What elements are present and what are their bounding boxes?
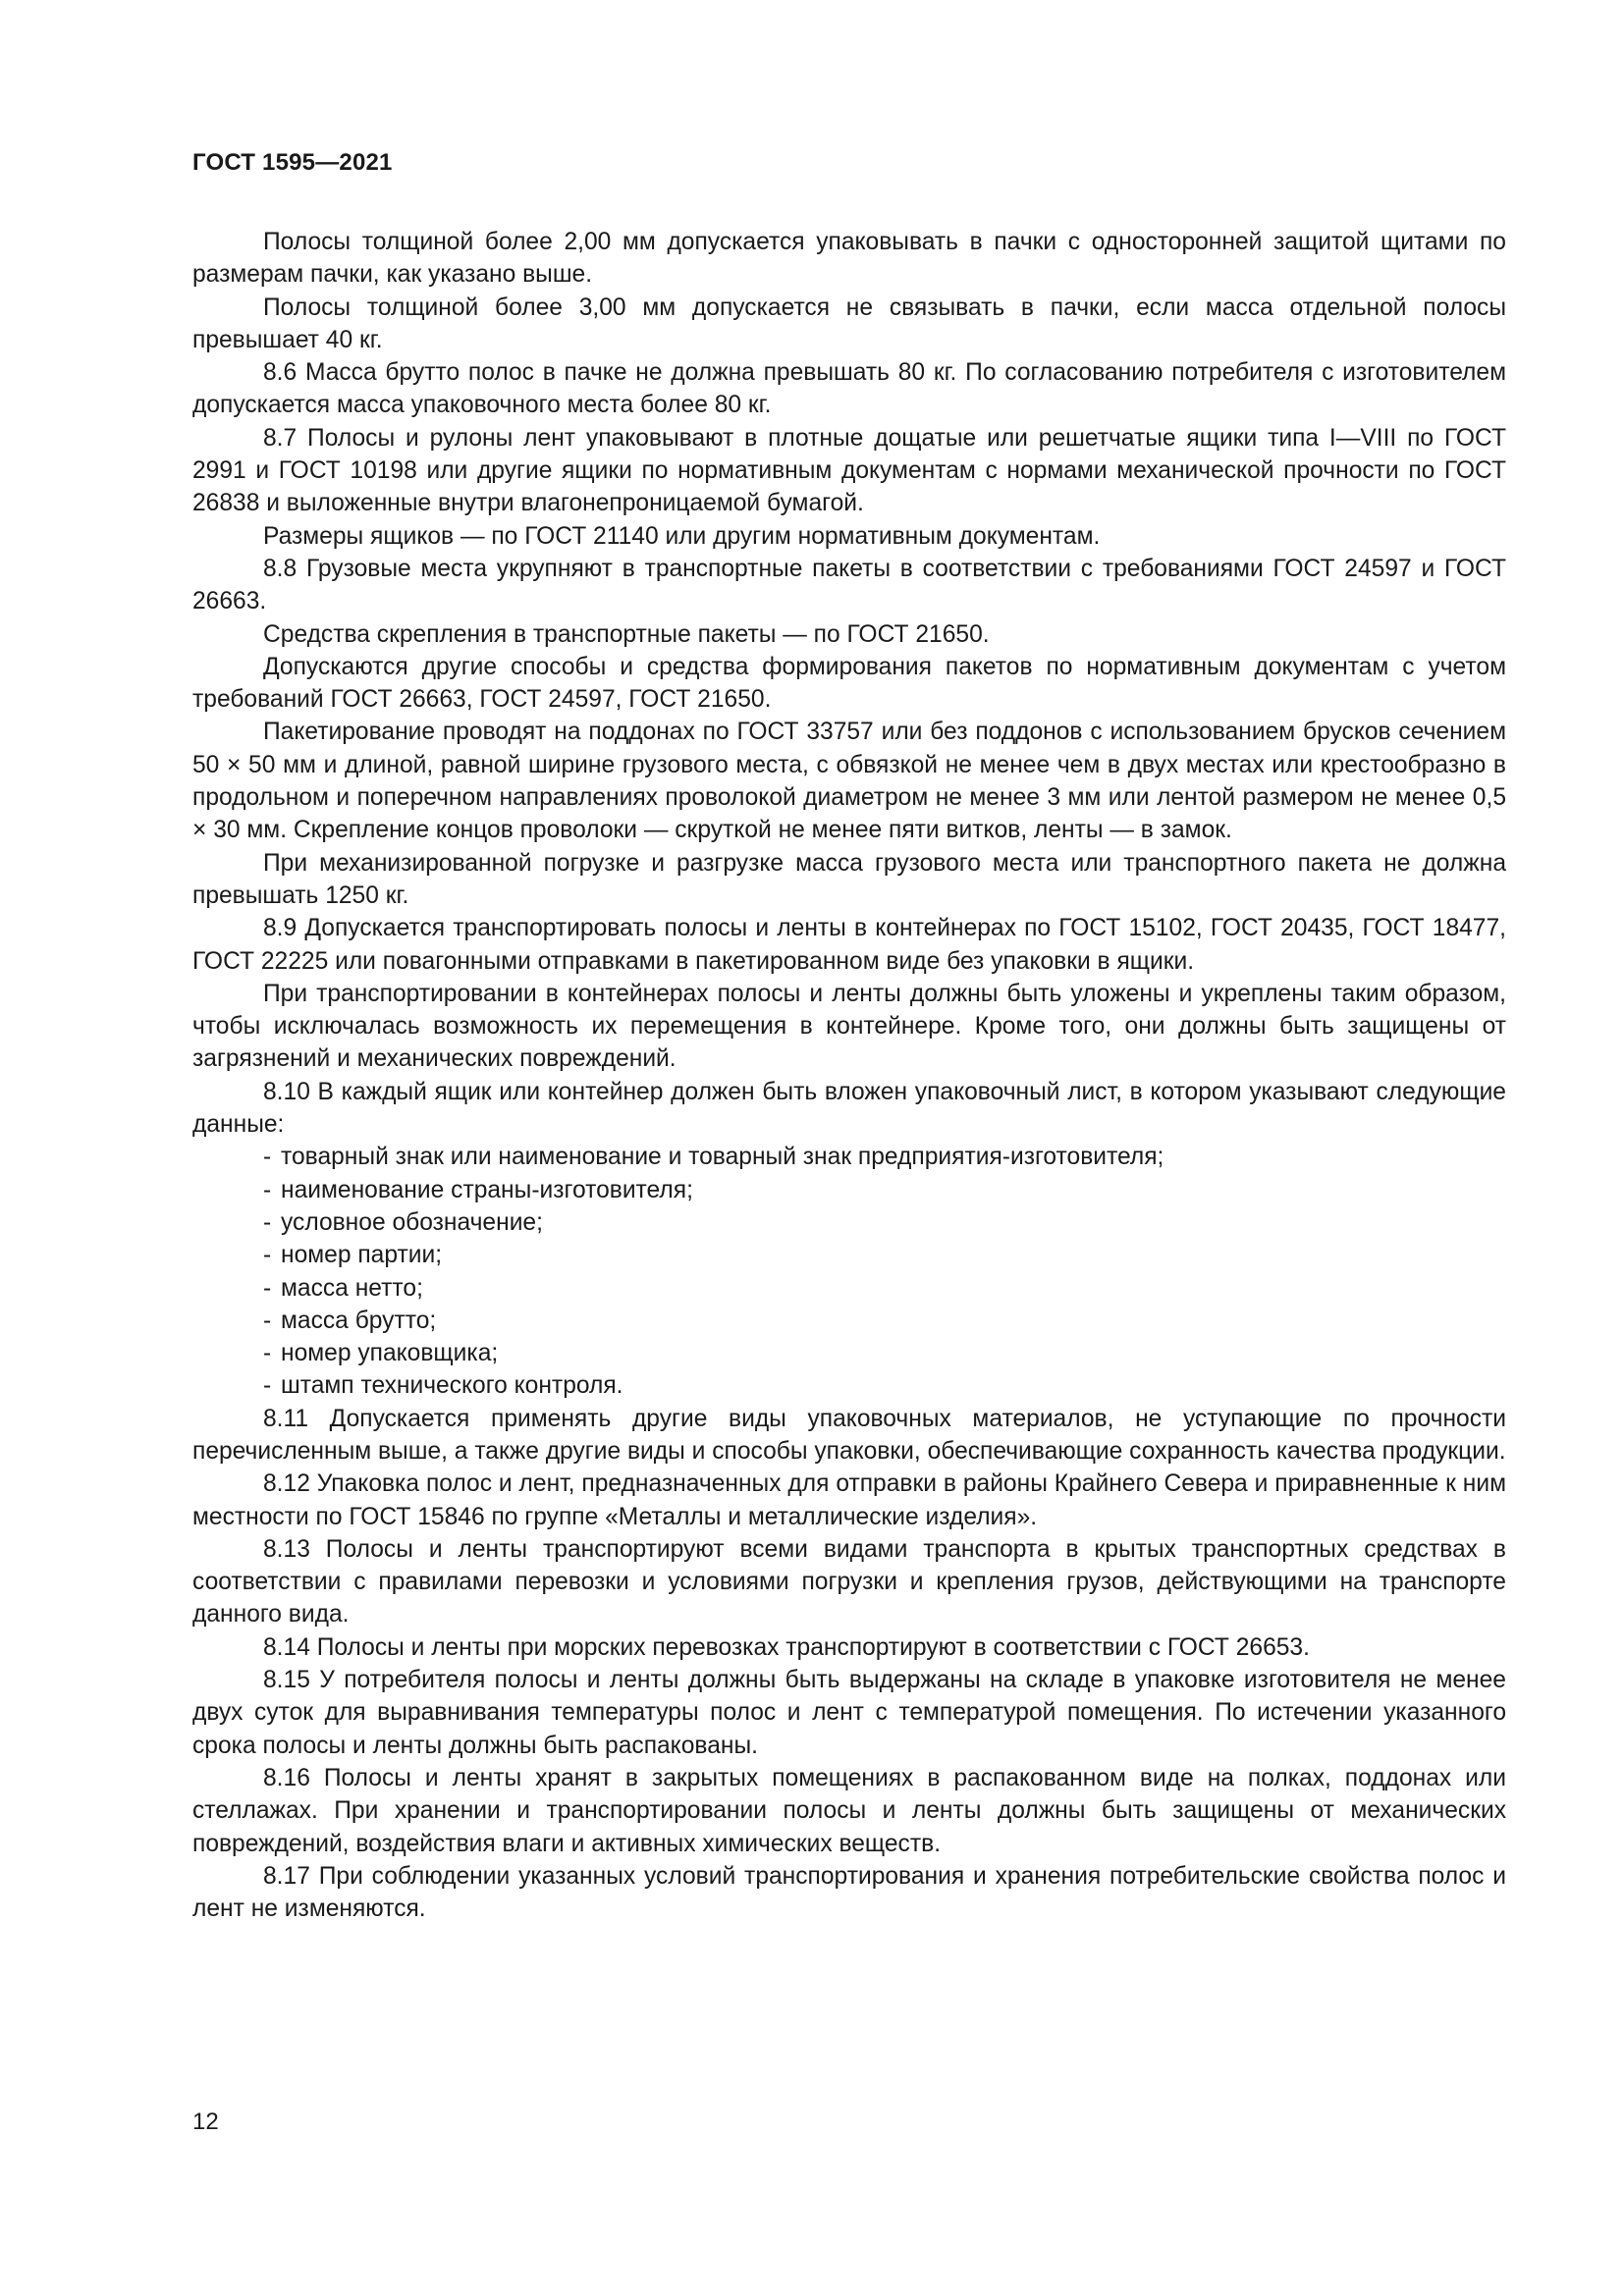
list-item [192,1369,1506,1402]
list-marker: - [263,1340,272,1367]
paragraph: При транспортировании в контейнерах полосы и ленты должны быть уложены и укреплены таким образом, чтобы исключалась возможность их перемещения в контейнере. Кроме того, они должны быть защищены от загрязнений и механических повреждений. [192,980,1506,1073]
paragraph-8-8: 8.8 Грузовые места укрупняют в транспортные пакеты в соответствии с требованиями ГОСТ 24597 и ГОСТ 26663. [192,555,1506,615]
paragraph: Размеры ящиков — по ГОСТ 21140 или другим нормативным документам. [263,522,1101,550]
list-item-text: масса брутто; [281,1307,437,1334]
packing-list-items [192,1141,1506,1402]
list-marker: - [263,1307,272,1334]
paragraph: Полосы толщиной более 2,00 мм допускается упаковывать в пачки с односторонней защитой щитами по размерам пачки, как указано выше. [192,229,1506,289]
list-item-text: номер упаковщика; [281,1340,499,1367]
list-item-text: номер партии; [281,1242,443,1269]
paragraph-8-12: 8.12 Упаковка полос и лент, предназначенных для отправки в районы Крайнего Севера и приравненные к ним местности по ГОСТ 15846 по группе «Металлы и металлические изделия». [192,1470,1506,1530]
paragraph-8-7: 8.7 Полосы и рулоны лент упаковывают в плотные дощатые или решетчатые ящики типа I—VIII по ГОСТ 2991 и ГОСТ 10198 или другие ящики по нормативным документам с нормами механической прочности по ГОСТ 26838 и выложенные внутри влагонепроницаемой бумагой. [192,424,1506,517]
paragraph-8-15: 8.15 У потребителя полосы и ленты должны быть выдержаны на складе в упаковке изготовителя не менее двух суток для выравнивания температуры полос и лент с температурой помещения. По истечении указанного срока полосы и ленты должны быть распакованы. [192,1667,1506,1759]
list-marker: - [263,1242,272,1269]
paragraph: Полосы толщиной более 3,00 мм допускается не связывать в пачки, если масса отдельной полосы превышает 40 кг. [192,294,1506,353]
list-marker: - [263,1208,272,1236]
list-item-text: наименование страны-изготовителя; [281,1176,693,1203]
paragraph-8-10: 8.10 В каждый ящик или контейнер должен быть вложен упаковочный лист, в котором указывают следующие данные: [192,1078,1506,1139]
list-marker: - [263,1274,272,1302]
paragraph: При механизированной погрузке и разгрузке масса грузового места или транспортного пакета не должна превышать 1250 кг. [192,849,1506,909]
paragraph-8-17: 8.17 При соблюдении указанных условий транспортирования и хранения потребительские свойства полос и лент не изменяются. [192,1862,1506,1923]
list-marker: - [263,1176,272,1203]
document-body [192,226,1506,1925]
list-marker: - [263,1372,272,1400]
list-item [192,1305,1506,1337]
paragraph-8-14: 8.14 Полосы и ленты при морских перевозках транспортируют в соответствии с ГОСТ 26653. [263,1633,1310,1661]
paragraph-8-9: 8.9 Допускается транспортировать полосы и ленты в контейнерах по ГОСТ 15102, ГОСТ 20435, ГОСТ 18477, ГОСТ 22225 или повагонными отправками в пакетированном виде без упаковки в ящики. [192,915,1506,975]
list-item [192,1272,1506,1305]
list-item-text: условное обозначение; [281,1208,543,1236]
list-item [192,1141,1506,1173]
paragraph: Пакетирование проводят на поддонах по ГОСТ 33757 или без поддонов с использованием брусков сечением 50 × 50 мм и длиной, равной ширине грузового места, с обвязкой не менее чем в двух местах или крестообразно в продольном и поперечном направлениях проволокой диаметром не менее 3 мм или лентой размером не менее 0,5 × 30 мм. Скрепление концов проволоки — скруткой не менее пяти витков, ленты — в замок. [192,719,1506,844]
paragraph: Допускаются другие способы и средства формирования пакетов по нормативным документам с учетом требований ГОСТ 26663, ГОСТ 24597, ГОСТ 21650. [192,653,1506,714]
list-item [192,1206,1506,1239]
list-item-text: товарный знак или наименование и товарный знак предприятия-изготовителя; [281,1144,1164,1171]
paragraph-8-11: 8.11 Допускается применять другие виды упаковочных материалов, не уступающие по прочности перечисленным выше, а также другие виды и способы упаковки, обеспечивающие сохранность качества продукции. [192,1405,1506,1465]
list-item [192,1239,1506,1271]
list-item-text: масса нетто; [281,1274,423,1302]
list-item [192,1337,1506,1369]
page-number: 12 [192,2109,219,2135]
paragraph-8-6: 8.6 Масса брутто полос в пачке не должна превышать 80 кг. По согласованию потребителя с изготовителем допускается масса упаковочного места более 80 кг. [192,359,1506,419]
document-header-title: ГОСТ 1595—2021 [192,149,393,176]
list-item [192,1174,1506,1206]
paragraph-8-16: 8.16 Полосы и ленты хранят в закрытых помещениях в распакованном виде на полках, поддонах или стеллажах. При хранении и транспортировании полосы и ленты должны быть защищены от механических повреждений, воздействия влаги и активных химических веществ. [192,1764,1506,1857]
list-item-text: штамп технического контроля. [281,1372,623,1400]
paragraph: Средства скрепления в транспортные пакеты — по ГОСТ 21650. [263,620,990,648]
list-marker: - [263,1144,272,1171]
paragraph-8-13: 8.13 Полосы и ленты транспортируют всеми видами транспорта в крытых транспортных средствах в соответствии с правилами перевозки и условиями погрузки и крепления грузов, действующими на транспорте данного вида. [192,1535,1506,1629]
